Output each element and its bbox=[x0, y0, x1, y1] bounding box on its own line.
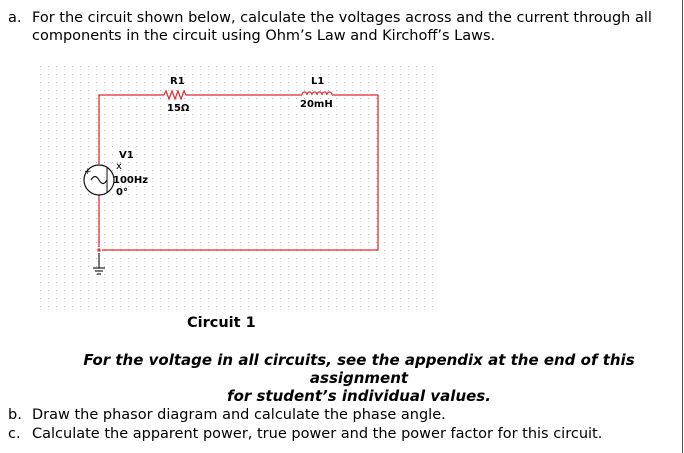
v1-mark-label: x bbox=[116, 161, 122, 172]
v1-frequency-label: 100Hz bbox=[113, 175, 149, 186]
appendix-note-line2: for student’s individual values. bbox=[227, 387, 491, 405]
question-c-label: c. bbox=[8, 426, 21, 442]
appendix-note-line1: For the voltage in all circuits, see the appendix at the end of this assignment bbox=[83, 351, 635, 387]
question-a-line1: For the circuit shown below, calculate the voltages across and the current through all bbox=[32, 10, 652, 26]
appendix-note bbox=[36, 351, 682, 405]
question-b bbox=[8, 406, 446, 424]
question-a-line2: components in the circuit using Ohm’s Law and Kirchoff’s Laws. bbox=[32, 28, 496, 44]
plus-sign: + bbox=[84, 167, 92, 177]
question-b-label: b. bbox=[8, 407, 22, 423]
v1-name-label: V1 bbox=[119, 150, 134, 161]
question-c bbox=[8, 425, 602, 443]
inductor-l1 bbox=[302, 92, 332, 95]
question-c-text: Calculate the apparent power, true power and the power factor for this circuit. bbox=[32, 426, 603, 442]
question-b-text: Draw the phasor diagram and calculate the phase angle. bbox=[32, 407, 446, 423]
circuit-caption: Circuit 1 bbox=[187, 315, 256, 331]
resistor-r1 bbox=[164, 91, 186, 99]
l1-value-label: 20mH bbox=[300, 99, 333, 110]
ground-icon bbox=[93, 250, 105, 274]
l1-name-label: L1 bbox=[311, 76, 325, 87]
v1-phase-label: 0° bbox=[116, 187, 128, 198]
r1-value-label: 15Ω bbox=[167, 103, 190, 114]
question-a-label: a. bbox=[8, 10, 22, 26]
page-edge-rule bbox=[682, 0, 683, 453]
r1-name-label: R1 bbox=[170, 76, 185, 87]
